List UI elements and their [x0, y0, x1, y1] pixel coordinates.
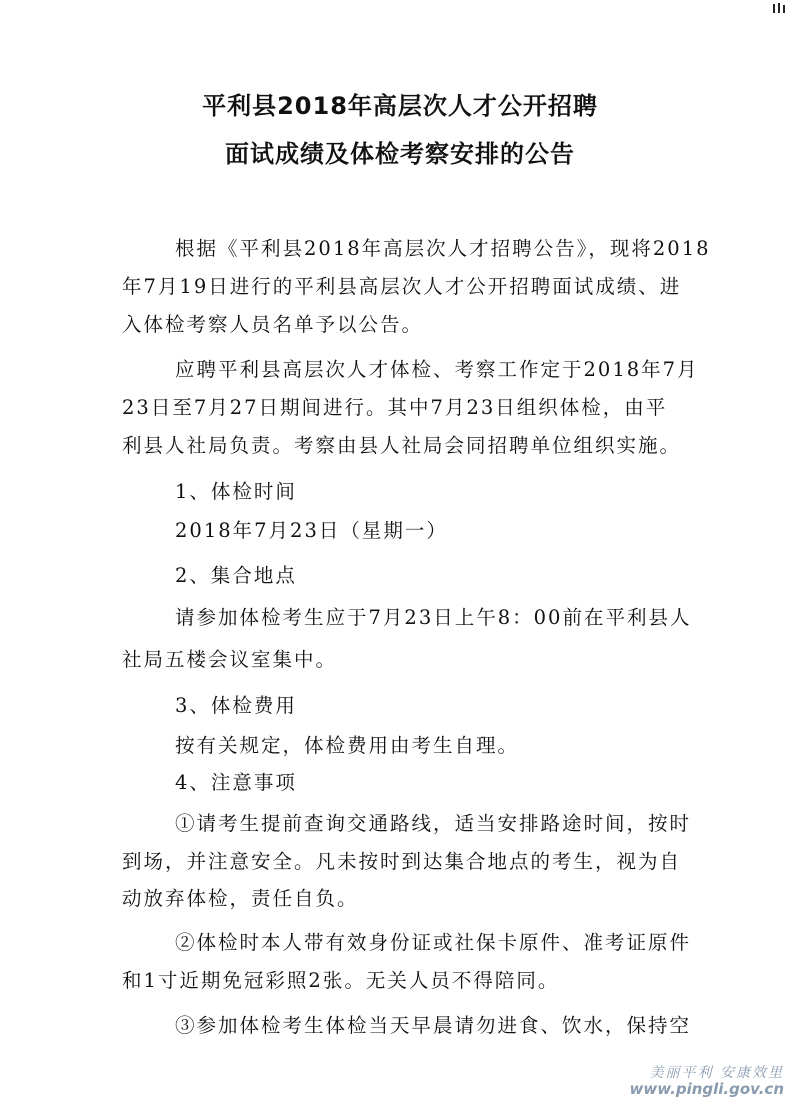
section-heading: 4、注意事项: [175, 771, 297, 794]
site-watermark: [630, 1065, 784, 1098]
body-line: 到场，并注意安全。凡未按时到达集合地点的考生，视为自: [122, 850, 682, 873]
body-line: ③参加体检考生体检当天早晨请勿进食、饮水，保持空: [175, 1014, 692, 1037]
document-title-line-2: 面试成绩及体检考察安排的公告: [225, 140, 575, 168]
section-heading: 1、体检时间: [175, 480, 297, 503]
body-line: 年7月19日进行的平利县高层次人才公开招聘面试成绩、进: [122, 275, 682, 298]
body-line: 利县人社局负责。考察由县人社局会同招聘单位组织实施。: [122, 434, 682, 457]
body-line: 23日至7月27日期间进行。其中7月23日组织体检，由平: [122, 396, 668, 419]
body-line: ②体检时本人带有效身份证或社保卡原件、准考证原件: [175, 931, 692, 954]
body-line: 请参加体检考生应于7月23日上午8：00前在平利县人: [175, 606, 692, 629]
body-line: 根据《平利县2018年高层次人才招聘公告》，现将2018: [175, 237, 711, 260]
body-line: 应聘平利县高层次人才体检、考察工作定于2018年7月: [175, 358, 699, 381]
section-heading: 2、集合地点: [175, 564, 297, 587]
body-line: 和1寸近期免冠彩照2张。无关人员不得陪同。: [122, 969, 560, 992]
document-title-line-1: 平利县2018年高层次人才公开招聘: [202, 92, 598, 120]
body-line: ①请考生提前查询交通路线，适当安排路途时间，按时: [175, 812, 692, 835]
body-line: 入体检考察人员名单予以公告。: [122, 313, 424, 336]
watermark-url: www.pingli.gov.cn: [629, 1079, 784, 1098]
section-heading: 3、体检费用: [175, 694, 297, 717]
body-line: 社局五楼会议室集中。: [122, 648, 338, 671]
watermark-slogan: 美丽平利 安康效里: [649, 1064, 784, 1081]
body-line: 按有关规定，体检费用由考生自理。: [175, 734, 520, 757]
corner-mark-icon: [772, 2, 790, 16]
body-line: 2018年7月23日（星期一）: [175, 519, 448, 542]
body-line: 动放弃体检，责任自负。: [122, 887, 359, 910]
